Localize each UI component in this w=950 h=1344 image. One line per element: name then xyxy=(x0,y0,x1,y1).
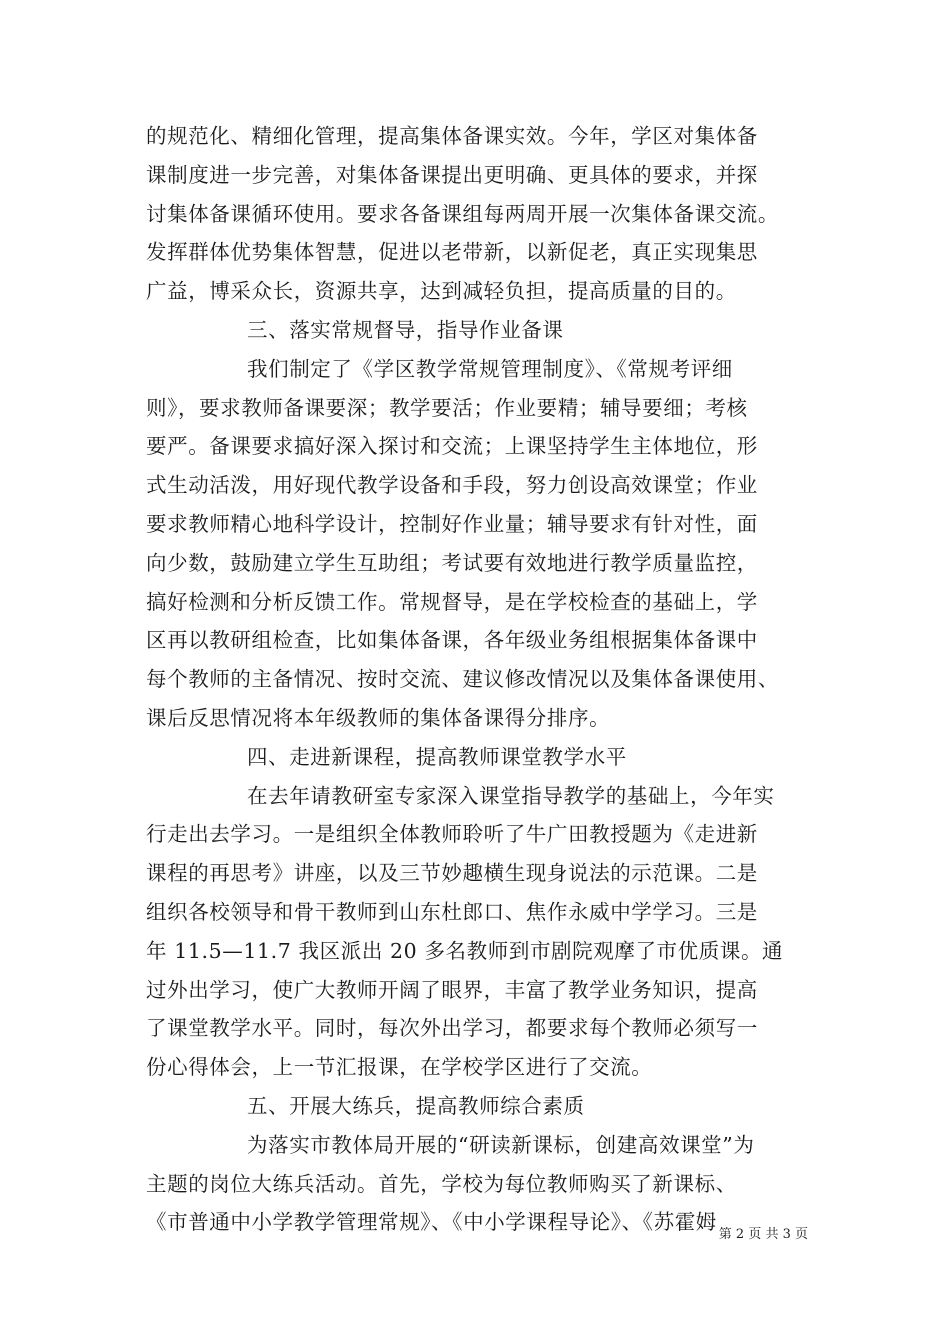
text-line: 《市普通中小学教学管理常规》、《中小学课程导论》、《苏霍姆 xyxy=(146,1210,717,1234)
text-line: 课后反思情况将本年级教师的集体备课得分排序。 xyxy=(146,706,611,730)
text-line: 广益，博采众长，资源共享，达到减轻负担，提高质量的目的。 xyxy=(146,279,737,303)
text-line: 要求教师精心地科学设计，控制好作业量；辅导要求有针对性，面 xyxy=(146,512,758,536)
text-line: 式生动活泼，用好现代教学设备和手段，努力创设高效课堂；作业 xyxy=(146,473,758,497)
text-line: 发挥群体优势集体智慧，促进以老带新，以新促老，真正实现集思 xyxy=(146,240,758,264)
text-line: 的规范化、精细化管理，提高集体备课实效。今年，学区对集体备 xyxy=(146,124,758,148)
text-line: 份心得体会，上一节汇报课，在学校学区进行了交流。 xyxy=(146,1055,653,1079)
text-line: 则》，要求教师备课要深；教学要活；作业要精；辅导要细；考核 xyxy=(146,396,748,420)
text-line: 行走出去学习。一是组织全体教师聆听了牛广田教授题为《走进新 xyxy=(146,822,758,846)
text-line: 年 11.5—11.7 我区派出 20 多名教师到市剧院观摩了市优质课。通 xyxy=(146,939,784,963)
text-line: 为落实市教体局开展的“研读新课标，创建高效课堂”为 xyxy=(247,1133,755,1157)
text-line: 我们制定了《学区教学常规管理制度》、《常规考评细 xyxy=(247,357,733,381)
text-line: 组织各校领导和骨干教师到山东杜郎口、焦作永威中学学习。三是 xyxy=(146,900,758,924)
text-line: 课程的再思考》讲座，以及三节妙趣横生现身说法的示范课。二是 xyxy=(146,861,758,885)
page-number: 第 2 页 共 3 页 xyxy=(718,1227,808,1242)
section-heading: 五、开展大练兵，提高教师综合素质 xyxy=(247,1094,585,1118)
text-line: 向少数，鼓励建立学生互助组；考试要有效地进行教学质量监控， xyxy=(146,551,758,575)
text-line: 了课堂教学水平。同时，每次外出学习，都要求每个教师必须写一 xyxy=(146,1016,758,1040)
text-line: 区再以教研组检查，比如集体备课，各年级业务组根据集体备课中 xyxy=(146,628,758,652)
text-line: 主题的岗位大练兵活动。首先，学校为每位教师购买了新课标、 xyxy=(146,1172,737,1196)
text-line: 要严。备课要求搞好深入探讨和交流；上课坚持学生主体地位，形 xyxy=(146,434,758,458)
section-heading: 四、走进新课程，提高教师课堂教学水平 xyxy=(247,745,627,769)
text-line: 课制度进一步完善，对集体备课提出更明确、更具体的要求，并探 xyxy=(146,163,758,187)
text-line: 在去年请教研室专家深入课堂指导教学的基础上，今年实 xyxy=(247,784,775,808)
text-line: 讨集体备课循环使用。要求各备课组每两周开展一次集体备课交流。 xyxy=(146,202,779,226)
section-heading: 三、落实常规督导，指导作业备课 xyxy=(247,318,564,342)
text-line: 搞好检测和分析反馈工作。常规督导，是在学校检查的基础上，学 xyxy=(146,590,758,614)
text-line: 过外出学习，使广大教师开阔了眼界，丰富了教学业务知识，提高 xyxy=(146,978,758,1002)
text-line: 每个教师的主备情况、按时交流、建议修改情况以及集体备课使用、 xyxy=(146,667,779,691)
